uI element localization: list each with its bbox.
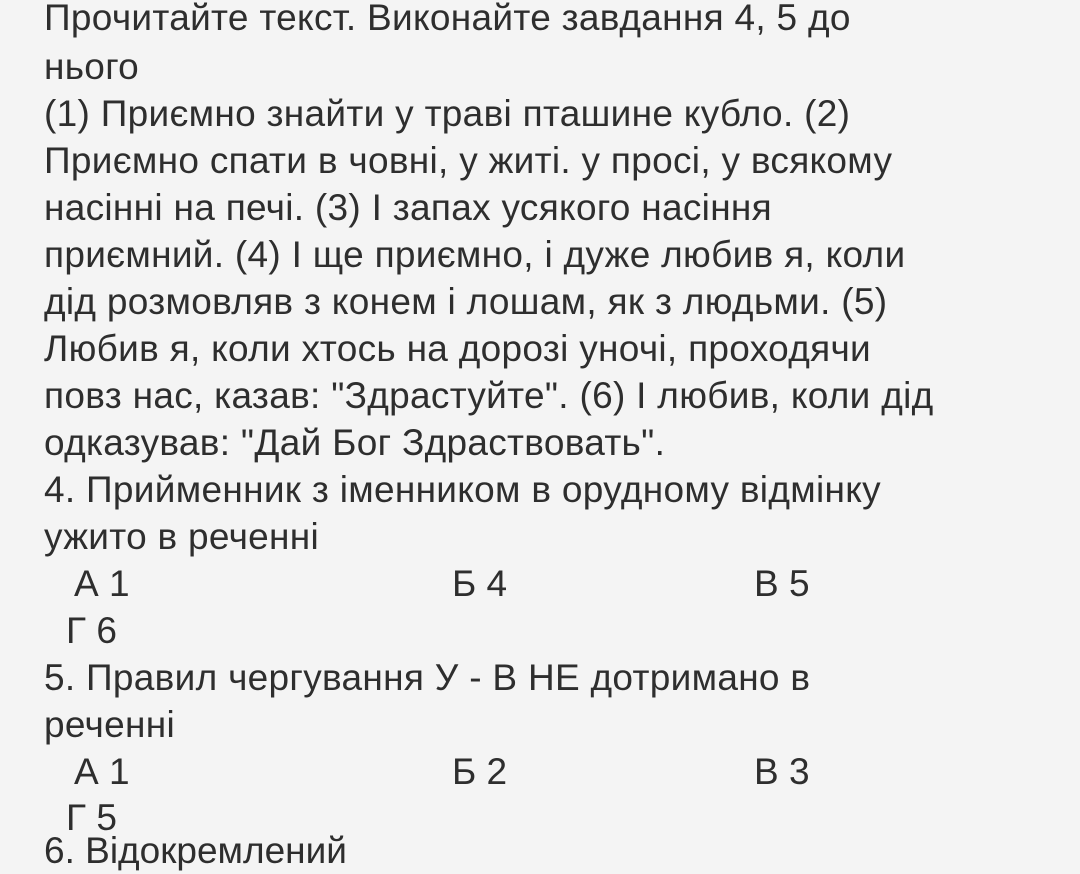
question-4-text-line-2: ужито в реченні xyxy=(44,516,320,557)
question-5-text-line-1: 5. Правил чергування У - В НЕ дотримано в xyxy=(44,657,811,698)
passage-line-6: Любив я, коли хтось на дорозі уночі, проходячи xyxy=(44,328,871,369)
question-4-option-a: А 1 xyxy=(74,563,130,604)
question-5-option-a: А 1 xyxy=(74,751,130,792)
question-5-option-g: Г 5 xyxy=(66,797,117,838)
passage-line-5: дід розмовляв з конем і лошам, як з людьми. (5) xyxy=(44,281,888,322)
question-4-text-line-1: 4. Прийменник з іменником в орудному відмінку xyxy=(44,469,881,510)
passage-line-2: Приємно спати в човні, у житі. у просі, у всякому xyxy=(44,140,893,181)
question-5-option-b: Б 2 xyxy=(452,751,508,792)
question-4-option-v: В 5 xyxy=(754,563,810,604)
next-question-cut-off: 6. Відокремлений xyxy=(44,830,347,871)
passage-line-8: одказував: "Дай Бог Здраствовать". xyxy=(44,422,666,463)
question-5-text-line-2: реченні xyxy=(44,704,175,745)
instruction-line-2: нього xyxy=(44,46,140,87)
instruction-line-1: Прочитайте текст. Виконайте завдання 4, 5 до xyxy=(44,0,851,38)
question-4-option-b: Б 4 xyxy=(452,563,508,604)
question-5-option-v: В 3 xyxy=(754,751,810,792)
passage-line-4: приємний. (4) І ще приємно, і дуже любив я, коли xyxy=(44,234,906,275)
question-4-option-g: Г 6 xyxy=(66,610,117,651)
passage-line-1: (1) Приємно знайти у траві пташине кубло. (2) xyxy=(44,93,851,134)
passage-line-7: повз нас, казав: "Здрастуйте". (6) І любив, коли дід xyxy=(44,375,934,416)
passage-line-3: насінні на печі. (3) І запах усякого насіння xyxy=(44,187,772,228)
